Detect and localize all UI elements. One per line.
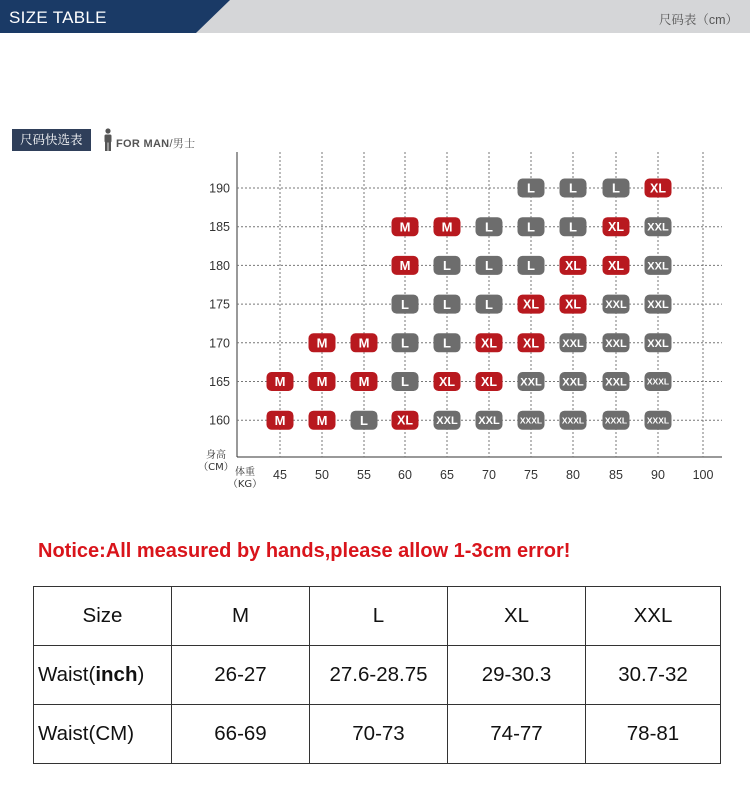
size-badge-label: L [401, 335, 409, 351]
x-tick-label: 55 [357, 468, 371, 482]
x-tick-label: 80 [566, 468, 580, 482]
table-cell: 30.7-32 [586, 646, 721, 705]
size-badge-label: M [316, 335, 328, 351]
size-badge-label: M [399, 258, 411, 274]
size-badge-label: XXXL [646, 415, 670, 426]
size-badge-label: L [569, 219, 577, 235]
size-badge-label: L [443, 258, 451, 274]
table-cell: 78-81 [586, 705, 721, 764]
size-badge-label: L [527, 180, 535, 196]
size-badge-label: XL [481, 336, 497, 351]
row-label-waist-inch [34, 646, 172, 705]
size-badge-label: XXXL [646, 376, 670, 387]
size-table [33, 586, 721, 764]
size-col-l: L [310, 587, 448, 646]
table-cell: 27.6-28.75 [310, 646, 448, 705]
x-tick-label: 60 [398, 468, 412, 482]
table-cell: 66-69 [172, 705, 310, 764]
size-badge-label: XXL [605, 299, 627, 312]
size-badge-label: L [485, 219, 493, 235]
size-badge-label: XL [608, 258, 624, 273]
size-badge-label: XXL [478, 415, 500, 428]
x-axis-unit: （KG） [227, 479, 263, 490]
label-pre: Waist( [38, 663, 96, 686]
size-badge-label: M [441, 219, 453, 235]
page-title: SIZE TABLE [9, 8, 107, 27]
size-badge-label: L [569, 180, 577, 196]
x-tick-label: 50 [315, 468, 329, 482]
size-badge-label: XXL [520, 376, 542, 389]
y-tick-label: 165 [209, 375, 230, 389]
label-bold: inch [95, 663, 138, 686]
x-tick-label: 90 [651, 468, 665, 482]
x-tick-label: 100 [692, 468, 714, 482]
label-post: ) [137, 663, 145, 686]
table-cell: 74-77 [448, 705, 586, 764]
table-cell: 70-73 [310, 705, 448, 764]
x-tick-label: 85 [609, 468, 623, 482]
y-axis-unit: （CM） [198, 462, 234, 473]
size-badge-label: L [401, 296, 409, 312]
table-header-row [34, 587, 721, 646]
size-badge-label: XXL [605, 337, 627, 350]
size-badge-label: XL [565, 258, 581, 273]
size-badge-label: XXXL [604, 415, 628, 426]
x-tick-label: 45 [273, 468, 287, 482]
label-pre: Waist(CM) [38, 722, 135, 745]
size-badge-label: XXL [562, 376, 584, 389]
size-badge-label: XL [523, 336, 539, 351]
size-badge-label: XL [650, 181, 666, 196]
size-badge-label: XXL [647, 337, 669, 350]
table-cell: 26-27 [172, 646, 310, 705]
size-header-cell: Size [34, 587, 172, 646]
size-badge-label: XXXL [561, 415, 585, 426]
x-tick-label: 75 [524, 468, 538, 482]
size-col-xl: XL [448, 587, 586, 646]
table-row [34, 646, 721, 705]
table-cell: 29-30.3 [448, 646, 586, 705]
chart-title: 尺码快选表 [12, 129, 91, 151]
size-badge-label: XL [439, 375, 455, 389]
size-badge-label: L [612, 180, 620, 196]
size-badge-label: M [358, 335, 370, 351]
size-badge-label: XL [397, 413, 413, 428]
y-tick-label: 170 [209, 336, 230, 351]
y-tick-label: 175 [209, 297, 230, 312]
size-badge-label: XL [481, 375, 497, 389]
header-subtitle: 尺码表（cm） [658, 13, 738, 27]
size-badge-label: XXL [647, 260, 669, 273]
x-axis-title: 体重 [235, 467, 255, 478]
x-tick-label: 70 [482, 468, 496, 482]
size-badge-label: M [358, 374, 370, 390]
size-badge-label: M [274, 374, 286, 390]
size-badge-label: L [485, 296, 493, 312]
size-badge-label: XL [523, 297, 539, 312]
row-label-waist-cm [34, 705, 172, 764]
table-row [34, 705, 721, 764]
size-badge-label: XXXL [519, 415, 543, 426]
size-badge-label: L [443, 296, 451, 312]
y-tick-label: 185 [209, 220, 230, 235]
y-axis-title: 身高 [206, 450, 226, 461]
x-tick-label: 65 [440, 468, 454, 482]
size-badge-label: M [274, 412, 286, 428]
size-badge-label: L [485, 258, 493, 274]
size-badge-label: XXL [647, 299, 669, 312]
size-badge-label: L [527, 219, 535, 235]
for-man-cn: /男士 [169, 138, 196, 150]
size-col-m: M [172, 587, 310, 646]
y-tick-label: 160 [209, 413, 230, 428]
size-badge-label: M [316, 412, 328, 428]
size-badge-label: M [399, 219, 411, 235]
size-badge-label: XL [565, 297, 581, 312]
size-badge-label: XXL [605, 376, 627, 389]
size-badge-label: L [443, 335, 451, 351]
size-badge-label: L [527, 258, 535, 274]
size-badge-label: XXL [436, 415, 458, 428]
size-col-xxl: XXL [586, 587, 721, 646]
size-badge-label: XXL [562, 337, 584, 350]
size-badge-label: XXL [647, 221, 669, 234]
size-badge-label: L [360, 412, 368, 428]
size-badge-label: XL [608, 220, 624, 235]
for-man-text: FOR MAN [116, 138, 170, 150]
size-badge-label: L [401, 374, 409, 390]
y-tick-label: 190 [209, 181, 230, 196]
notice-text: Notice:All measured by hands,please allow 1-3cm error! [38, 540, 571, 562]
y-tick-label: 180 [209, 258, 230, 273]
size-badge-label: M [316, 374, 328, 390]
